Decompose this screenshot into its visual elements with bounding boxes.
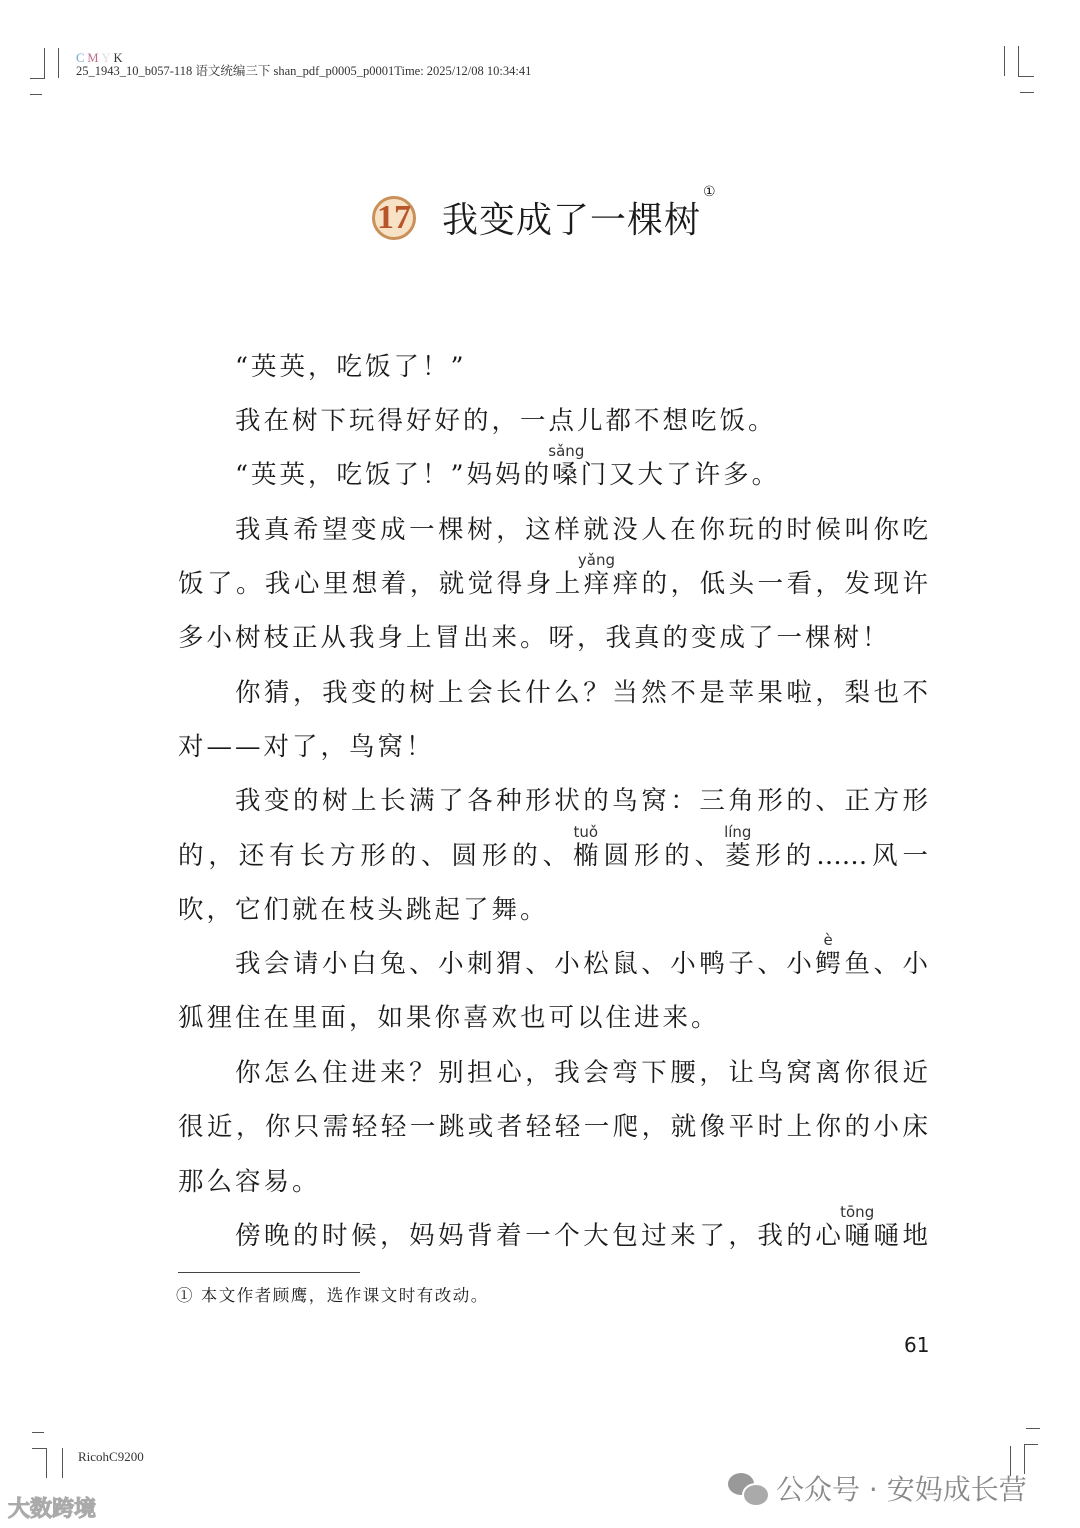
- text-segment: 的，还有长方形的、圆形的、: [178, 841, 574, 871]
- text-line: [235, 1203, 928, 1251]
- crop-mark: [1020, 92, 1034, 93]
- text-line: [178, 623, 891, 653]
- pinyin: tuǒ: [573, 823, 599, 841]
- pinyin: è: [823, 931, 833, 949]
- text-line: [178, 1003, 720, 1033]
- text-line: [178, 823, 928, 871]
- text-line: [178, 732, 435, 762]
- text-segment: 你怎么住进来？别担心，我会弯下腰，让鸟窝离你很近: [235, 1058, 928, 1088]
- annotated-character: 菱 líng: [725, 841, 751, 871]
- crop-mark: [1018, 76, 1034, 77]
- annotated-character: 嗵 tōng: [844, 1221, 870, 1251]
- text-segment: 圆形的、: [598, 841, 726, 871]
- print-info: 25_1943_10_b057-118 语文统编三下 shan_pdf_p0005_p0001Time: 2025/12/08 10:34:41: [76, 64, 532, 78]
- title-text: 我变成了一棵树①: [442, 184, 717, 241]
- text-segment: 鱼、小: [840, 949, 928, 979]
- text-segment: 多小树枝正从我身上冒出来。呀，我真的变成了一棵树！: [178, 623, 891, 653]
- lesson-number-badge: 17: [372, 196, 416, 240]
- crop-mark: [32, 1432, 44, 1433]
- text-segment: 傍晚的时候，妈妈背着一个大包过来了，我的心: [235, 1221, 845, 1251]
- lesson-title: [372, 184, 717, 243]
- page-number: 61: [904, 1333, 930, 1357]
- footnote-divider: [178, 1272, 360, 1273]
- crop-mark: [30, 78, 45, 79]
- text-segment: 对——对了，鸟窝！: [178, 732, 435, 762]
- text-line: [235, 406, 777, 436]
- text-line: [235, 1058, 928, 1088]
- text-segment: 嗵地: [869, 1221, 928, 1251]
- annotated-character: 椭 tuǒ: [573, 841, 599, 871]
- text-line: [178, 895, 549, 925]
- crop-mark: [1024, 1444, 1038, 1445]
- text-line: [235, 442, 781, 490]
- text-segment: 我在树下玩得好好的，一点儿都不想吃饭。: [235, 406, 777, 436]
- text-segment: 门又大了许多。: [580, 460, 781, 490]
- text-line: [235, 515, 928, 545]
- text-segment: 很近，你只需轻轻一跳或者轻轻一爬，就像平时上你的小床: [178, 1112, 928, 1142]
- print-header: [76, 52, 531, 78]
- cmyk-label: C M Y K: [76, 51, 123, 65]
- pinyin: yǎng: [577, 551, 616, 569]
- wechat-icon: [728, 1471, 768, 1505]
- text-line: [235, 786, 928, 816]
- footnote: ① 本文作者顾鹰，选作课文时有改动。: [176, 1286, 489, 1305]
- text-segment: 你猜，我变的树上会长什么？当然不是苹果啦，梨也不: [235, 678, 928, 708]
- text-segment: 饭了。我心里想着，就觉得身上: [178, 569, 584, 599]
- text-line: [178, 1112, 928, 1142]
- crop-mark: [1018, 46, 1019, 76]
- text-segment: 我真希望变成一棵树，这样就没人在你玩的时候叫你吃: [235, 515, 928, 545]
- watermark-left: 大数跨境: [8, 1497, 97, 1522]
- text-segment: 那么容易。: [178, 1167, 321, 1197]
- crop-mark: [46, 1448, 47, 1478]
- scanner-label: RicohC9200: [78, 1449, 144, 1464]
- pinyin: sǎng: [548, 442, 585, 460]
- crop-mark: [44, 48, 45, 78]
- crop-mark: [1004, 46, 1005, 76]
- annotated-character: 嗓 sǎng: [552, 460, 581, 490]
- annotated-character: 痒 yǎng: [584, 569, 610, 599]
- pinyin: tōng: [840, 1203, 875, 1221]
- pinyin: líng: [724, 823, 752, 841]
- crop-mark: [32, 1448, 46, 1449]
- crop-mark: [58, 48, 59, 78]
- text-segment: 狐狸住在里面，如果你喜欢也可以住进来。: [178, 1003, 720, 1033]
- text-segment: “英英，吃饭了！”: [235, 352, 467, 382]
- text-segment: 我变的树上长满了各种形状的鸟窝：三角形的、正方形: [235, 786, 928, 816]
- text-line: [235, 352, 467, 382]
- watermark-right: 公众号 · 安妈成长营: [728, 1468, 1027, 1508]
- crop-mark: [30, 94, 42, 95]
- text-segment: 形的……风一: [750, 841, 928, 871]
- footnote-mark: ①: [703, 184, 717, 200]
- crop-mark: [62, 1448, 63, 1478]
- text-segment: “英英，吃饭了！”妈妈的: [235, 460, 553, 490]
- text-line: [178, 551, 928, 599]
- text-segment: 痒的，低头一看，发现许: [609, 569, 928, 599]
- annotated-character: 鳄 è: [815, 949, 841, 979]
- text-segment: 我会请小白兔、小刺猬、小松鼠、小鸭子、小: [235, 949, 816, 979]
- text-line: [235, 678, 928, 708]
- crop-mark: [1026, 1428, 1040, 1429]
- text-segment: 吹，它们就在枝头跳起了舞。: [178, 895, 549, 925]
- text-line: [178, 1167, 321, 1197]
- text-line: [235, 931, 928, 979]
